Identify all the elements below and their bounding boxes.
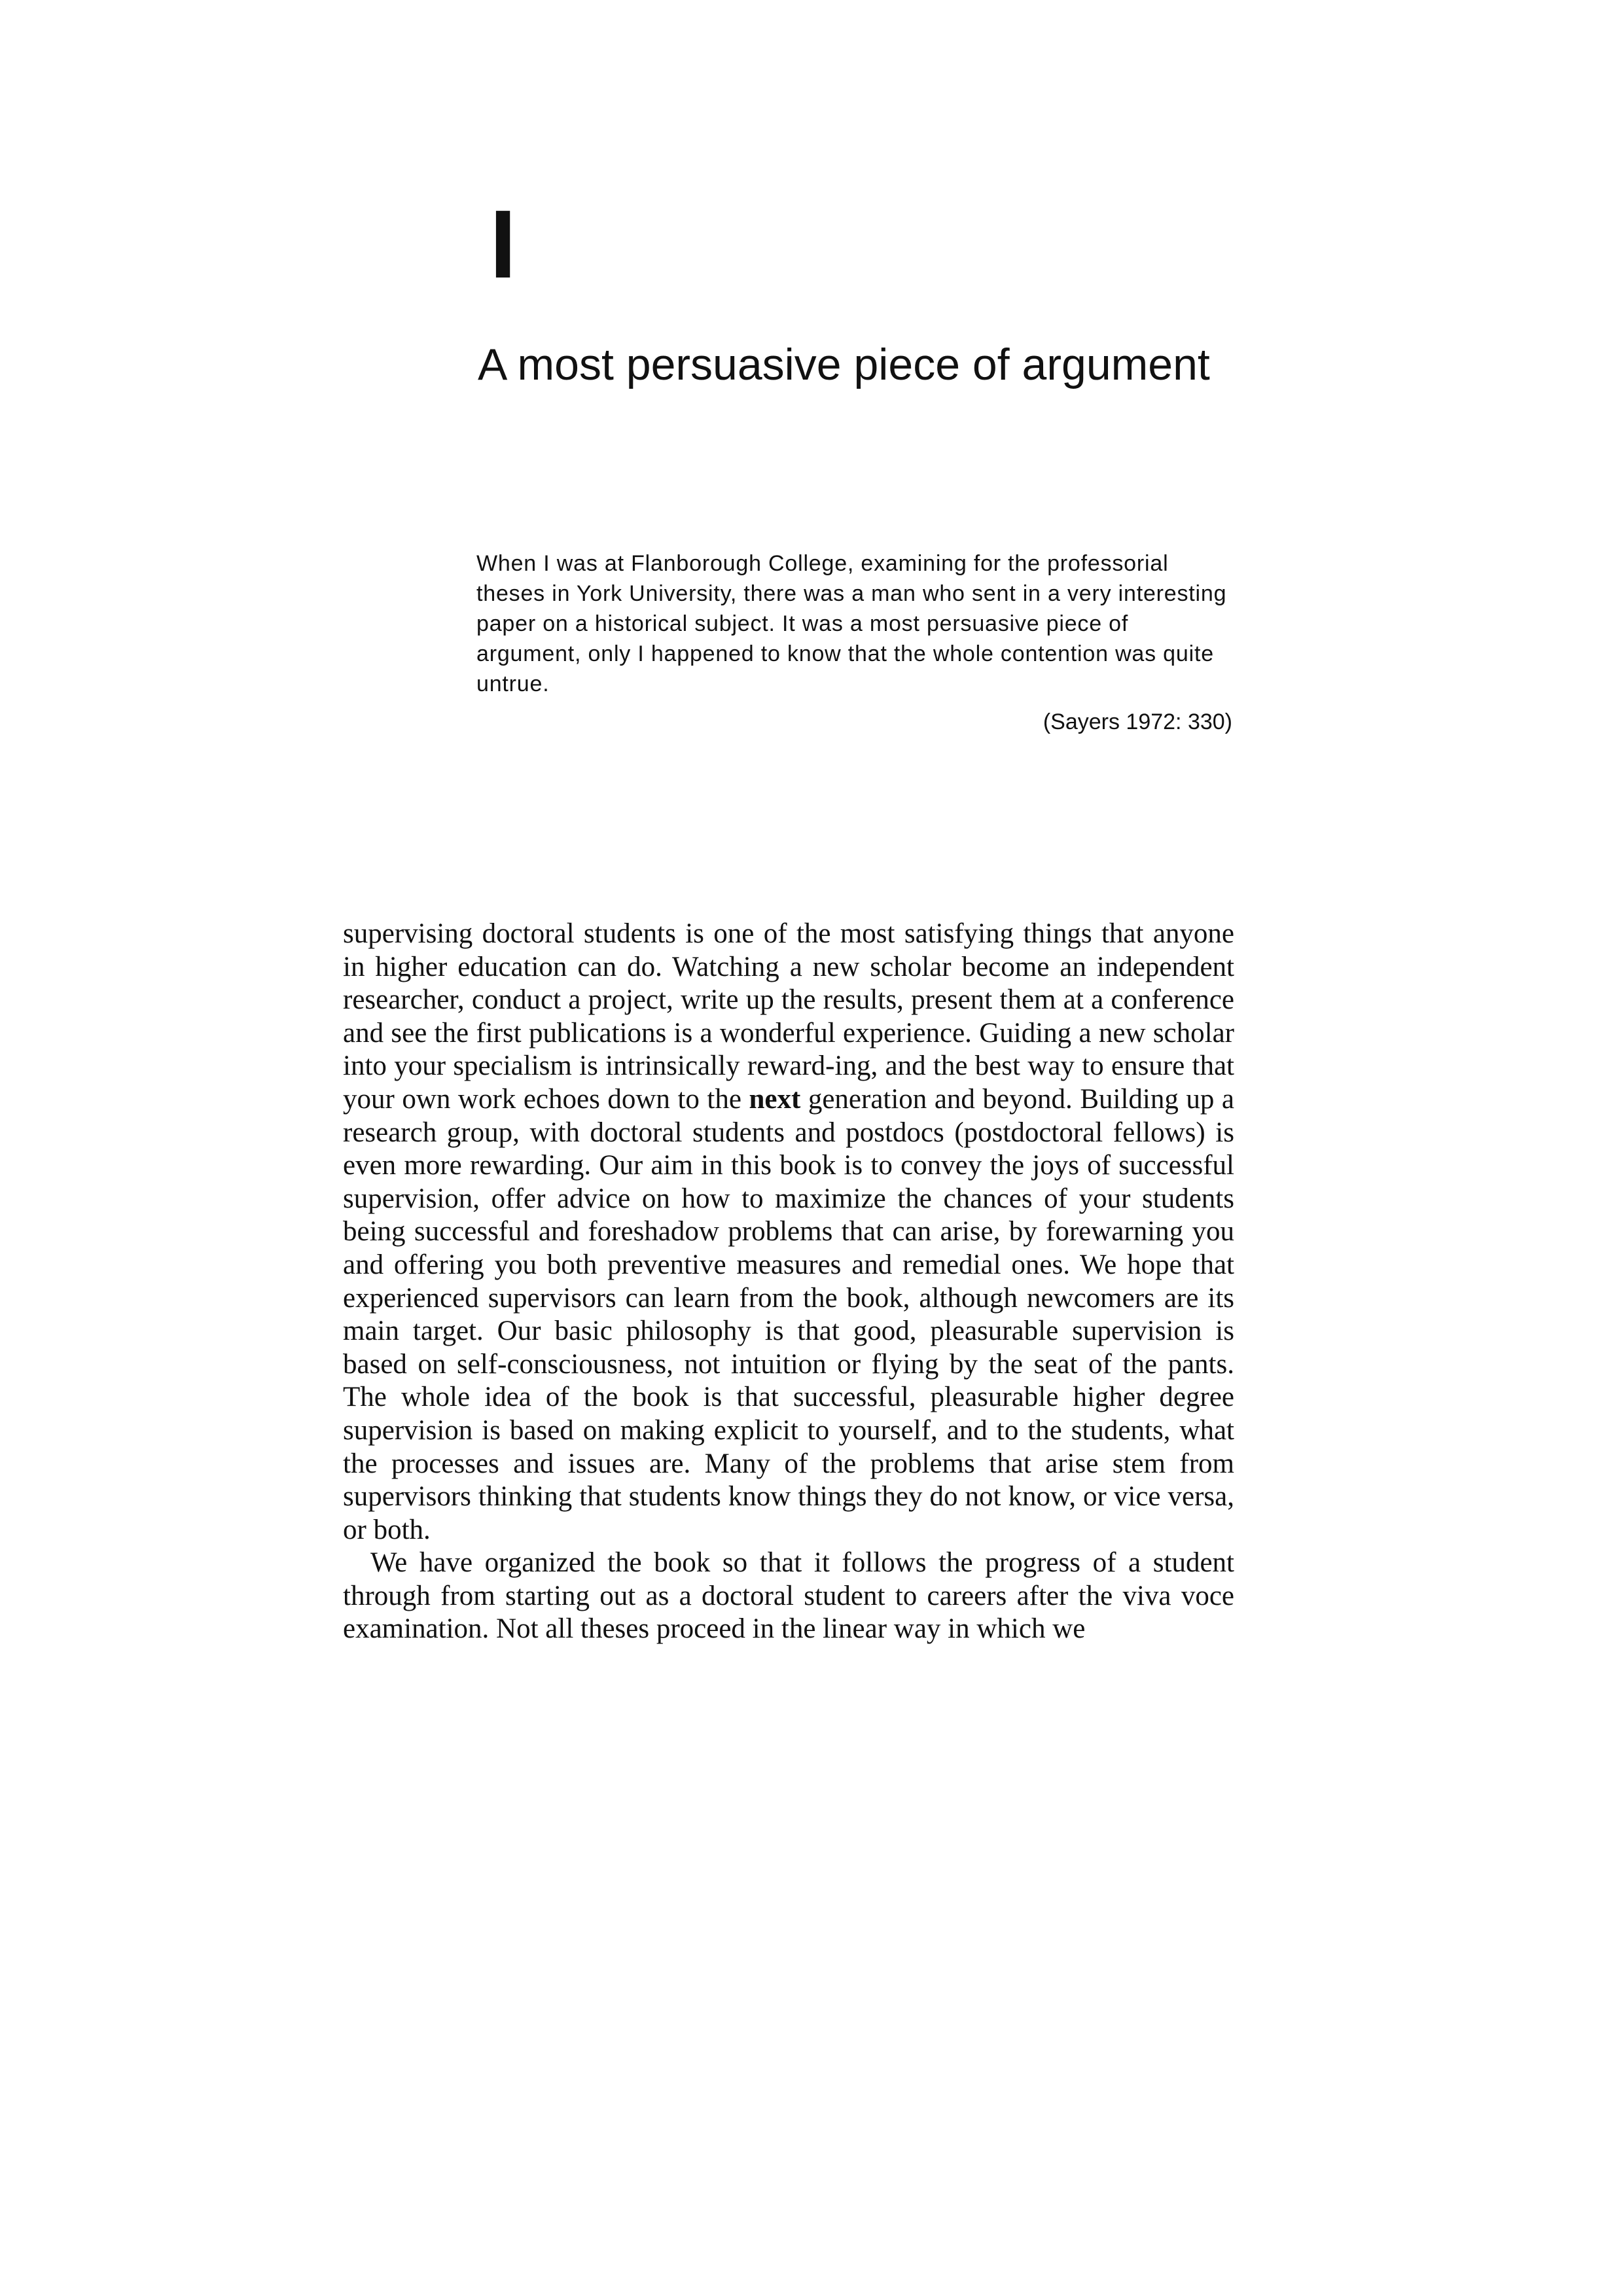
body-paragraph-1-part-1: supervising doctoral students is one of the most satisfying things that anyone in higher education can do. Watching a new scholar become an independent researcher, conduct a project, write up the results, present them at a conference and see the first publications is a wonderful experience. Guiding a new scholar into your specialism is intrinsically reward-ing, and the best way to ensure that your own work echoes down to the [343,918,1234,1115]
body-emphasis-next: next [749,1083,801,1115]
body-paragraph-1-part-2: generation and beyond. Building up a research group, with doctoral students and postdocs (postdoctoral fellows) is even more rewarding. Our aim in this book is to convey the joys of successful supervision, offer advice on how to maximize the chances of your students being successful and foreshadow problems that can arise, by forewarning you and offering you both preventive measures and remedial ones. We hope that experienced supervisors can learn from the book, although newcomers are its main target. Our basic philosophy is that good, pleasurable supervision is based on self-consciousness, not intuition or flying by the seat of the pants. The whole idea of the book is that successful, pleasurable higher degree supervision is based on making explicit to yourself, and to the students, what the processes and issues are. Many of the problems that arise stem from supervisors thinking that students know things they do not know, or vice versa, or both. [343,1083,1234,1545]
body-text [343,918,1234,1646]
epigraph-source: (Sayers 1972: 330) [1043,709,1232,734]
epigraph [476,548,1232,737]
body-paragraph-1 [343,918,1234,1547]
chapter-title: A most persuasive piece of argument [478,340,1210,389]
body-paragraph-2: We have organized the book so that it follows the progress of a student through from starting out as a doctoral student to careers after the viva voce examination. Not all theses proceed in the linear way in which we [343,1547,1234,1645]
epigraph-text: When I was at Flanborough College, examining for the professorial theses in York University, there was a man who sent in a very interesting paper on a historical subject. It was a most persuasive piece of argument, only I happened to know that the whole contention was quite untrue. [476,551,1227,696]
chapter-number: I [490,190,517,298]
